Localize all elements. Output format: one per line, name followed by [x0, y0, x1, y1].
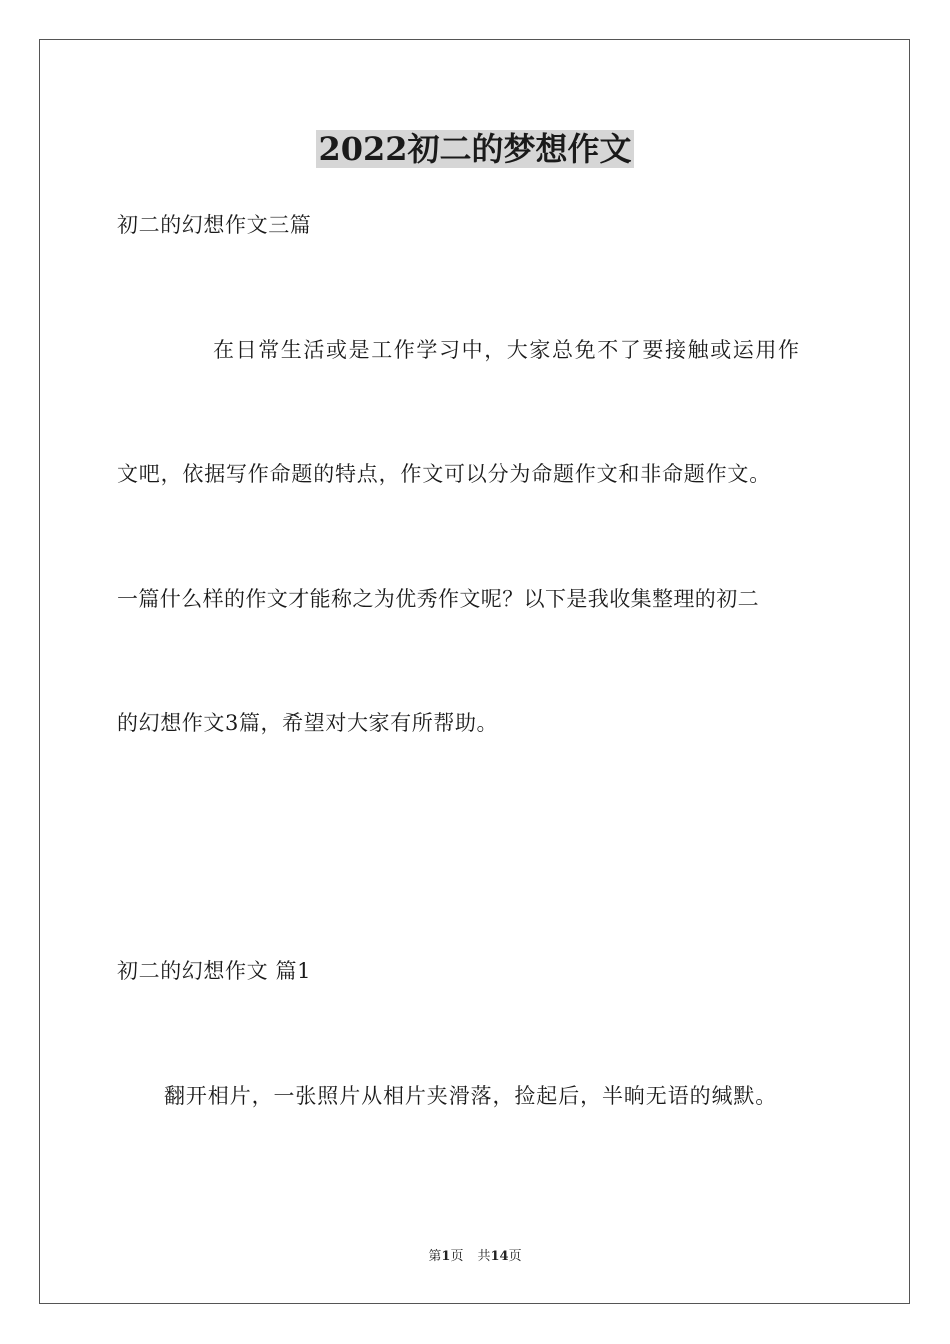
- paragraph-line-1: 在日常生活或是工作学习中，大家总免不了要接触或运用作: [213, 338, 801, 362]
- paragraph-line-3: 一篇什么样的作文才能称之为优秀作文呢？以下是我收集整理的初二: [117, 587, 759, 611]
- footer-page-suffix: 页: [450, 1249, 464, 1264]
- footer-total-suffix: 页: [508, 1249, 522, 1264]
- document-title: [0, 124, 950, 174]
- footer-total-prefix: 共: [477, 1249, 491, 1264]
- section-first-line: 翻开相片，一张照片从相片夹滑落，捡起后，半晌无语的缄默。: [164, 1084, 778, 1108]
- section-heading: 初二的幻想作文 篇1: [117, 959, 312, 983]
- footer-page-prefix: 第: [428, 1249, 442, 1264]
- paragraph-line-4: 的幻想作文3篇，希望对大家有所帮助。: [117, 711, 499, 735]
- document-subtitle: 初二的幻想作文三篇: [117, 213, 312, 237]
- footer-page-number: 1: [441, 1249, 451, 1264]
- page-footer: [0, 1247, 950, 1267]
- footer-total-pages: 14: [490, 1249, 509, 1264]
- paragraph-line-2: 文吧，依据写作命题的特点，作文可以分为命题作文和非命题作文。: [117, 462, 771, 486]
- document-title-text: 2022初二的梦想作文: [318, 130, 632, 168]
